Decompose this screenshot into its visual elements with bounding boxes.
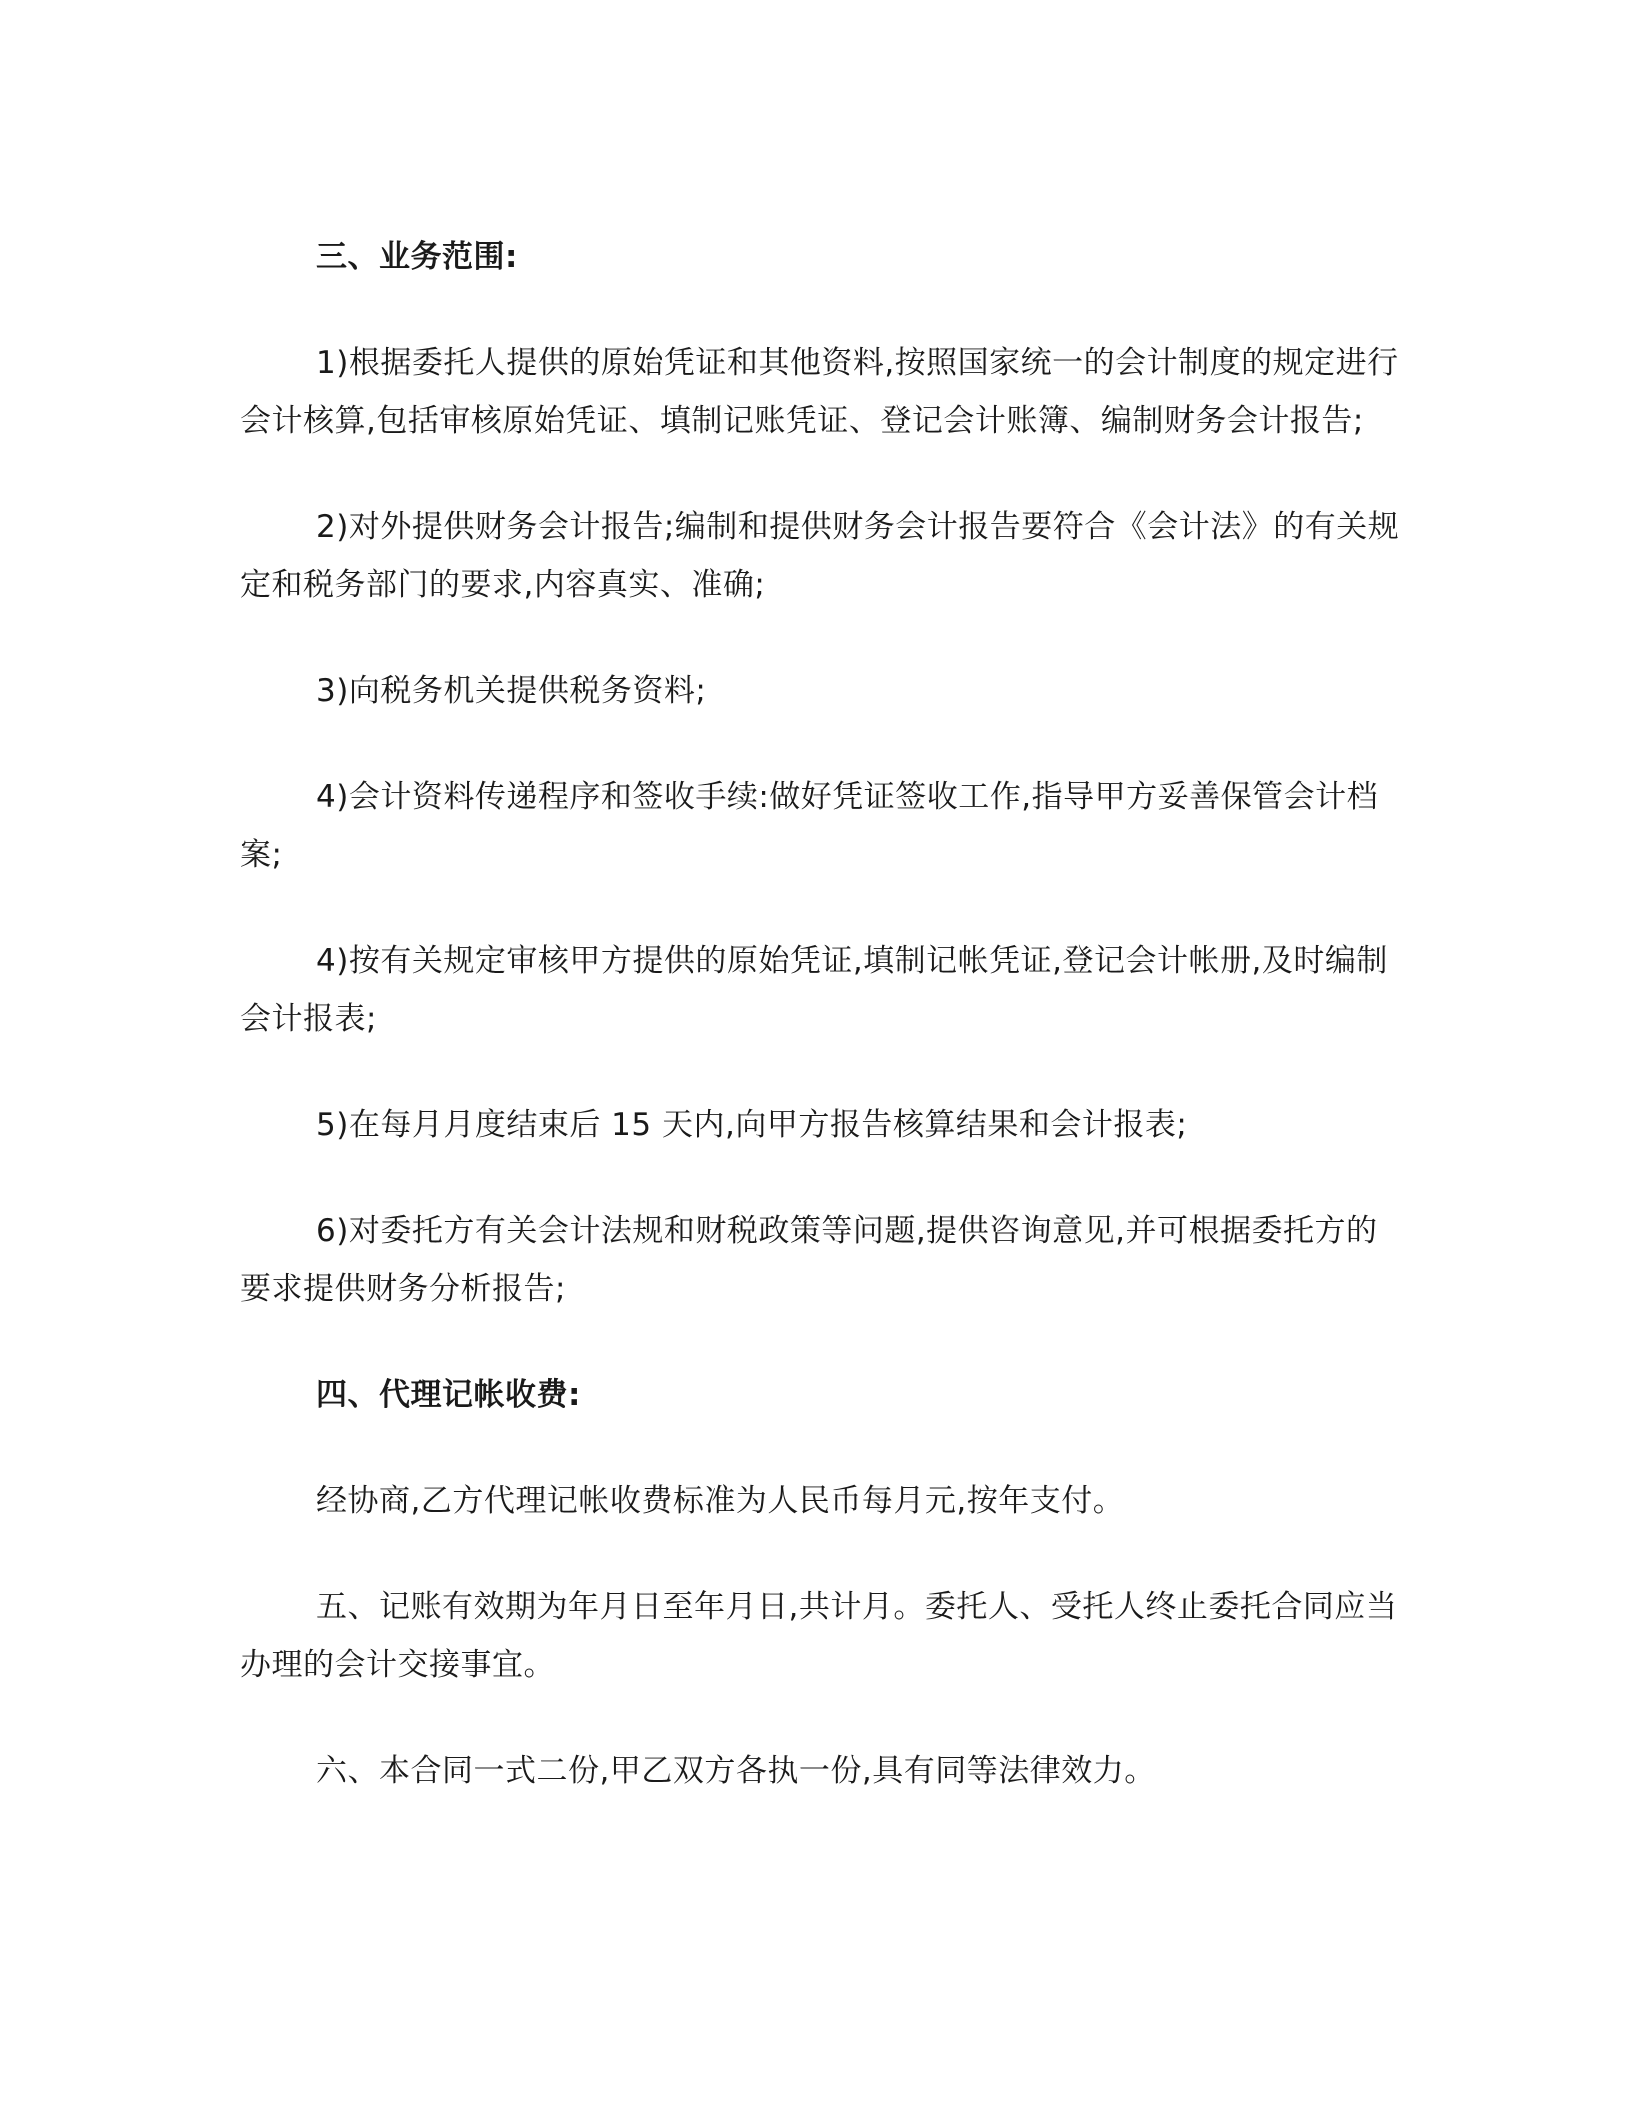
list-item-document-transfer: 4)会计资料传递程序和签收手续:做好凭证签收工作,指导甲方妥善保管会计档案; xyxy=(240,779,1379,873)
fee-paragraph: 经协商,乙方代理记帐收费标准为人民币每月元,按年支付。 xyxy=(316,1483,1125,1519)
list-item-tax-data: 3)向税务机关提供税务资料; xyxy=(316,673,707,709)
section-heading-fees: 四、代理记帐收费: xyxy=(316,1377,581,1413)
list-item-financial-reports: 2)对外提供财务会计报告;编制和提供财务会计报告要符合《会计法》的有关规定和税务部门的要求,内容真实、准确; xyxy=(240,509,1400,603)
list-item-accounting-scope: 1)根据委托人提供的原始凭证和其他资料,按照国家统一的会计制度的规定进行会计核算,包括审核原始凭证、填制记账凭证、登记会计账簿、编制财务会计报告; xyxy=(240,345,1399,439)
copies-paragraph: 六、本合同一式二份,甲乙双方各执一份,具有同等法律效力。 xyxy=(316,1753,1156,1789)
list-item-consulting: 6)对委托方有关会计法规和财税政策等问题,提供咨询意见,并可根据委托方的要求提供财务分析报告; xyxy=(240,1213,1378,1307)
validity-period-paragraph: 五、记账有效期为年月日至年月日,共计月。委托人、受托人终止委托合同应当办理的会计交接事宜。 xyxy=(240,1589,1398,1683)
list-item-voucher-review: 4)按有关规定审核甲方提供的原始凭证,填制记帐凭证,登记会计帐册,及时编制会计报表; xyxy=(240,943,1388,1037)
section-heading-business-scope: 三、业务范围: xyxy=(316,239,518,275)
list-item-monthly-report: 5)在每月月度结束后 15 天内,向甲方报告核算结果和会计报表; xyxy=(316,1107,1188,1143)
document-body xyxy=(240,228,1400,1800)
